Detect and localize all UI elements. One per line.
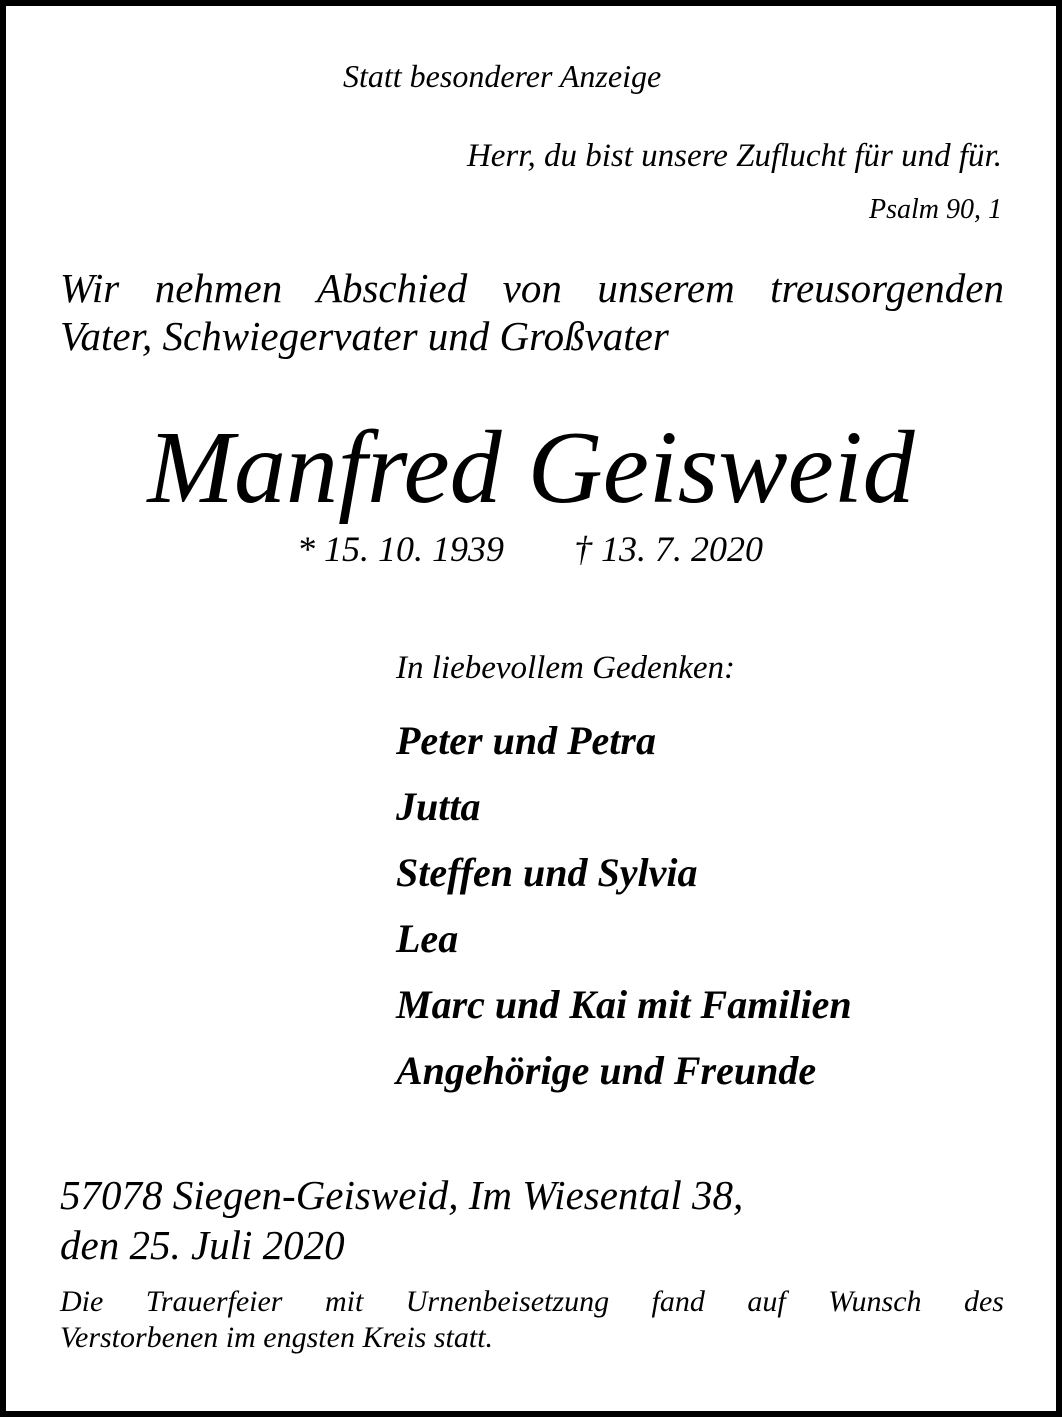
address-line-1: 57078 Siegen-Geisweid, Im Wiesental 38,: [60, 1172, 744, 1218]
life-dates: [297, 528, 763, 570]
mourner-item: Jutta: [396, 784, 481, 829]
death-date: † 13. 7. 2020: [574, 529, 763, 569]
funeral-note: [60, 1284, 1004, 1356]
mourner-item: Angehörige und Freunde: [396, 1048, 817, 1093]
mourner-item: Marc und Kai mit Familien: [396, 982, 852, 1027]
header-notice: Statt besonderer Anzeige: [343, 58, 662, 94]
verse-reference: Psalm 90, 1: [869, 194, 1002, 225]
birth-date: * 15. 10. 1939: [297, 529, 504, 569]
address-block: [60, 1170, 743, 1270]
deceased-name: Manfred Geisweid: [147, 410, 915, 525]
note-line-1: Die Trauerfeier mit Urnenbeisetzung fand auf Wunsch des: [60, 1285, 1004, 1318]
mourner-item: Peter und Petra: [396, 718, 656, 763]
address-date-line: den 25. Juli 2020: [60, 1222, 345, 1268]
mourner-item: Steffen und Sylvia: [396, 850, 698, 895]
farewell-intro: [60, 264, 1004, 360]
note-line-2: Verstorbenen im engsten Kreis statt.: [60, 1321, 494, 1354]
mourners-list: [396, 708, 852, 1104]
remembrance-label: In liebevollem Gedenken:: [396, 650, 735, 686]
intro-line-1: Wir nehmen Abschied von unserem treusorgenden: [60, 265, 1004, 311]
mourner-item: Lea: [396, 916, 459, 961]
bible-verse: Herr, du bist unsere Zuflucht für und für.: [466, 138, 1002, 174]
intro-line-2: Vater, Schwiegervater und Großvater: [60, 313, 669, 359]
